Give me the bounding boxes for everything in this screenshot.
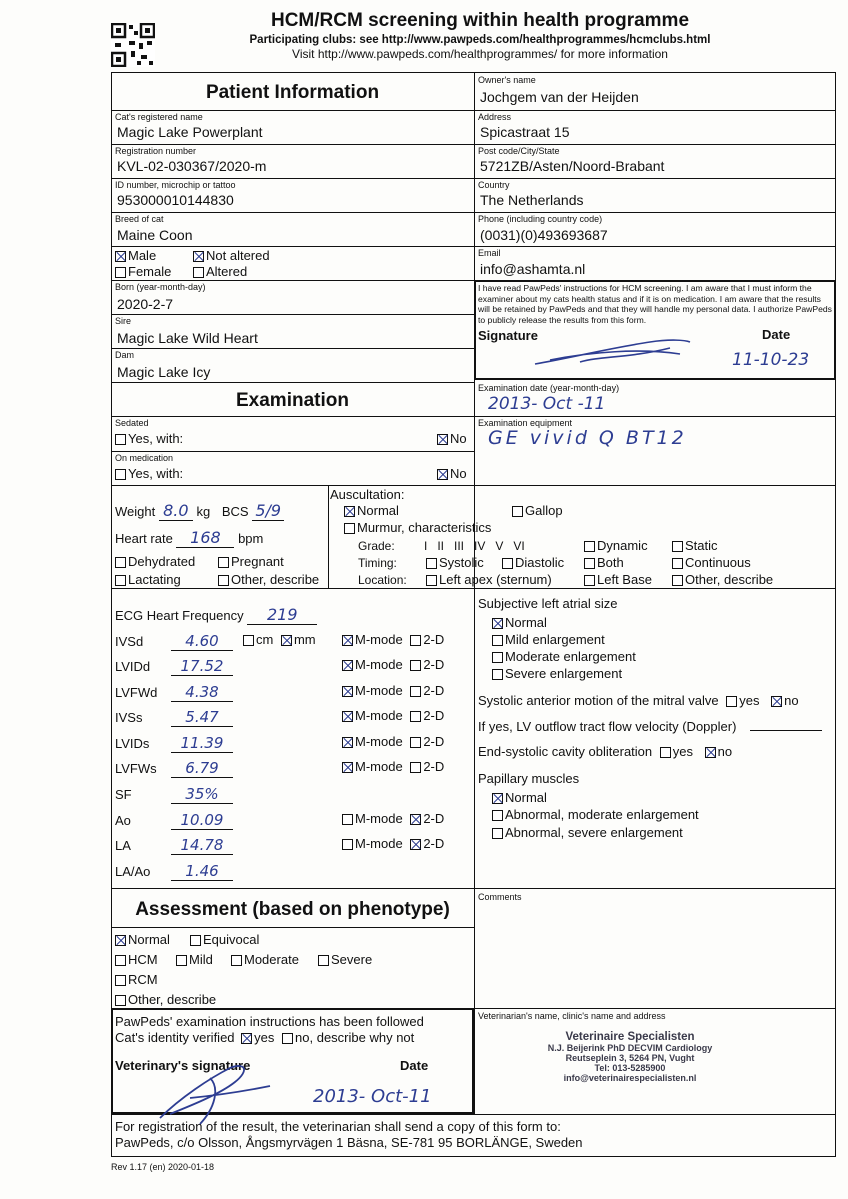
- heart-rate-value[interactable]: 168: [176, 528, 234, 548]
- qr-code-icon: [111, 23, 155, 67]
- sire-label: Sire: [115, 316, 132, 326]
- sedated-no-checkbox[interactable]: [437, 434, 448, 445]
- born-value[interactable]: 2020-2-7: [117, 296, 174, 312]
- cat-name-label: Cat's registered name: [115, 112, 203, 122]
- echo-label: LA: [115, 838, 131, 853]
- diastolic-checkbox[interactable]: [502, 558, 513, 569]
- lactating-checkbox[interactable]: [115, 575, 126, 586]
- systolic-label: Systolic: [439, 555, 484, 570]
- echo-row-la: [115, 836, 233, 855]
- echo-value[interactable]: 1.46: [171, 862, 233, 881]
- stamp-email: info@veterinairespecialisten.nl: [563, 1073, 697, 1083]
- altered-label: Altered: [206, 264, 248, 279]
- owner-signature: [530, 334, 700, 370]
- vet-date-label: Date: [400, 1058, 429, 1073]
- echo-row-lvfwd: [115, 683, 233, 702]
- lvot-label: If yes, LV outflow tract flow velocity (Doppler): [478, 719, 737, 734]
- ausc-normal-label: Normal: [357, 503, 399, 518]
- echo-row-ao: [115, 811, 233, 830]
- modality-selector: [342, 708, 444, 723]
- murmur-label: Murmur, characteristics: [357, 520, 492, 535]
- modality-selector: [342, 632, 444, 647]
- comments-label: Comments: [478, 892, 522, 902]
- dam-value[interactable]: Magic Lake Icy: [117, 364, 211, 380]
- patient-section-title: Patient Information: [205, 82, 380, 103]
- assess-severe-checkbox[interactable]: [318, 955, 329, 966]
- born-label: Born (year-month-day): [115, 282, 206, 292]
- continuous-checkbox[interactable]: [672, 558, 683, 569]
- sam-no-label: no: [784, 693, 799, 708]
- echo-row-lvids: [115, 734, 233, 753]
- mmode-checkbox[interactable]: [342, 711, 353, 722]
- ausc-normal-checkbox[interactable]: [344, 506, 355, 517]
- twod-checkbox[interactable]: [410, 814, 421, 825]
- participating-clubs: Participating clubs: see http://www.pawpeds.com/healthprogrammes/hcmclubs.html: [249, 34, 711, 46]
- mmode-label: M-mode: [355, 836, 403, 851]
- kg-unit: kg: [196, 504, 211, 519]
- ecg-label: ECG Heart Frequency: [115, 608, 244, 623]
- twod-label: 2-D: [423, 683, 445, 698]
- sam-yes-checkbox[interactable]: [726, 696, 737, 707]
- stamp-name: Veterinaire Specialisten: [565, 1031, 695, 1043]
- owner-date-label: Date: [762, 327, 791, 342]
- medication-no-label: No: [450, 466, 467, 481]
- echo-value[interactable]: 10.09: [171, 811, 233, 830]
- identity-no-checkbox[interactable]: [282, 1033, 293, 1044]
- diastolic-label: Diastolic: [515, 555, 565, 570]
- form-title: HCM/RCM screening within health programme: [270, 10, 690, 31]
- clinic-label: Veterinarian's name, clinic's name and address: [478, 1011, 666, 1021]
- pregnant-checkbox[interactable]: [218, 557, 229, 568]
- echo-row-ivsd: [115, 632, 233, 651]
- other-label: Other, describe: [231, 572, 320, 587]
- assess-other-label: Other, describe: [128, 992, 217, 1007]
- identity-yes-label: yes: [254, 1030, 275, 1045]
- post-value[interactable]: 5721ZB/Asten/Noord-Brabant: [480, 158, 665, 174]
- mmode-label: M-mode: [355, 683, 403, 698]
- phone-value[interactable]: (0031)(0)493693687: [480, 227, 608, 243]
- phone-label: Phone (including country code): [478, 214, 603, 224]
- bpm-unit: bpm: [238, 531, 264, 546]
- twod-checkbox[interactable]: [410, 737, 421, 748]
- twod-checkbox[interactable]: [410, 711, 421, 722]
- cm-label: cm: [256, 632, 274, 647]
- medication-yes-label: Yes, with:: [128, 466, 184, 481]
- twod-checkbox[interactable]: [410, 686, 421, 697]
- modality-selector: [342, 683, 444, 698]
- left-base-checkbox[interactable]: [584, 575, 595, 586]
- dehydrated-checkbox[interactable]: [115, 557, 126, 568]
- left-apex-label: Left apex (sternum): [439, 572, 552, 587]
- male-checkbox[interactable]: [115, 251, 126, 262]
- modality-selector: [342, 836, 444, 851]
- assess-mild-label: Mild: [189, 952, 213, 967]
- echo-value[interactable]: 4.60: [171, 632, 233, 651]
- address-value[interactable]: Spicastraat 15: [480, 124, 570, 140]
- twod-checkbox[interactable]: [410, 762, 421, 773]
- assess-rcm-checkbox[interactable]: [115, 975, 126, 986]
- echo-value[interactable]: 11.39: [171, 734, 233, 753]
- mmode-checkbox[interactable]: [342, 762, 353, 773]
- post-label: Post code/City/State: [478, 146, 560, 156]
- atrial-moderate-checkbox[interactable]: [492, 652, 503, 663]
- twod-label: 2-D: [423, 708, 445, 723]
- twod-label: 2-D: [423, 811, 445, 826]
- footer-line2: PawPeds, c/o Olsson, Ångsmyrvägen 1 Bäsna, SE-781 95 BORLÄNGE, Sweden: [115, 1135, 583, 1150]
- echo-label: Ao: [115, 813, 131, 828]
- mmode-label: M-mode: [355, 657, 403, 672]
- atrial-severe-label: Severe enlargement: [505, 666, 623, 681]
- weight-label: Weight: [115, 504, 156, 519]
- assess-hcm-checkbox[interactable]: [115, 955, 126, 966]
- assess-moderate-checkbox[interactable]: [231, 955, 242, 966]
- echo-row-sf: [115, 785, 233, 804]
- dynamic-checkbox[interactable]: [584, 541, 595, 552]
- male-label: Male: [128, 248, 157, 263]
- esco-yes-label: yes: [672, 744, 693, 759]
- id-label: ID number, microchip or tattoo: [115, 180, 236, 190]
- cat-name-value[interactable]: Magic Lake Powerplant: [117, 124, 263, 140]
- both-label: Both: [597, 555, 624, 570]
- echo-value[interactable]: 5.47: [171, 708, 233, 727]
- both-checkbox[interactable]: [584, 558, 595, 569]
- esco-no-checkbox[interactable]: [705, 747, 716, 758]
- gallop-checkbox[interactable]: [512, 506, 523, 517]
- mmode-checkbox[interactable]: [342, 839, 353, 850]
- sam-yes-label: yes: [739, 693, 760, 708]
- assess-rcm-label: RCM: [128, 972, 158, 987]
- assessment-title: Assessment (based on phenotype): [135, 899, 450, 920]
- sedated-yes-label: Yes, with:: [128, 431, 184, 446]
- echo-row-la-ao: [115, 862, 233, 881]
- reg-value[interactable]: KVL-02-030367/2020-m: [117, 158, 267, 174]
- echo-row-lvfws: [115, 759, 233, 778]
- sedated-label: Sedated: [115, 418, 149, 428]
- assess-moderate-label: Moderate: [244, 952, 299, 967]
- echo-label: LVIDd: [115, 659, 151, 674]
- exam-date-value[interactable]: 2013- Oct -11: [488, 394, 606, 414]
- mmode-label: M-mode: [355, 734, 403, 749]
- twod-label: 2-D: [423, 836, 445, 851]
- owner-name-label: Owner's name: [478, 75, 536, 85]
- equipment-value[interactable]: GE vivid Q BT12: [488, 427, 687, 449]
- lvot-field[interactable]: [750, 720, 822, 731]
- echo-label: LVIDs: [115, 736, 150, 751]
- pap-normal-label: Normal: [505, 790, 547, 805]
- esco-no-label: no: [717, 744, 733, 759]
- vet-date-value[interactable]: 2013- Oct-11: [313, 1086, 432, 1107]
- esco-label: End-systolic cavity obliteration: [478, 744, 653, 759]
- mmode-checkbox[interactable]: [342, 814, 353, 825]
- assess-other-checkbox[interactable]: [115, 995, 126, 1006]
- country-label: Country: [478, 180, 510, 190]
- reg-label: Registration number: [115, 146, 197, 156]
- vet-signature: [150, 1058, 290, 1128]
- auscultation-label: Auscultation:: [330, 487, 405, 502]
- medication-yes-checkbox[interactable]: [115, 469, 126, 480]
- female-label: Female: [128, 264, 172, 279]
- consent-text: I have read PawPeds' instructions for HCM screening. I am aware that I must inform the examiner about my cats health status and if it is on medication. I am aware that the results will be retained by PawPeds and that they will handle my personal data. I authorize PawPeds to publicly release the results from this form.: [478, 283, 832, 325]
- pap-severe-checkbox[interactable]: [492, 828, 503, 839]
- email-label: Email: [478, 248, 501, 258]
- mmode-label: M-mode: [355, 759, 403, 774]
- revision: Rev 1.17 (en) 2020-01-18: [111, 1162, 215, 1172]
- atrial-mild-label: Mild enlargement: [505, 632, 605, 647]
- stamp-address: Reutseplein 3, 5264 PN, Vught: [565, 1053, 695, 1063]
- assess-mild-checkbox[interactable]: [176, 955, 187, 966]
- not-altered-checkbox[interactable]: [193, 251, 204, 262]
- bcs-label: BCS: [221, 504, 249, 519]
- pap-moderate-checkbox[interactable]: [492, 810, 503, 821]
- mmode-checkbox[interactable]: [342, 635, 353, 646]
- mmode-checkbox[interactable]: [342, 686, 353, 697]
- location-label: Location:: [358, 573, 407, 587]
- echo-value[interactable]: 35%: [171, 785, 233, 804]
- echo-label: LVFWs: [115, 761, 157, 776]
- weight-value[interactable]: 8.0: [159, 501, 193, 521]
- systolic-checkbox[interactable]: [426, 558, 437, 569]
- owner-signature-label: Signature: [478, 328, 538, 343]
- cm-checkbox[interactable]: [243, 635, 254, 646]
- continuous-label: Continuous: [685, 555, 751, 570]
- atrial-mild-checkbox[interactable]: [492, 635, 503, 646]
- breed-value[interactable]: Maine Coon: [117, 227, 193, 243]
- gallop-label: Gallop: [525, 503, 563, 518]
- sedated-no-label: No: [450, 431, 467, 446]
- medication-no-checkbox[interactable]: [437, 469, 448, 480]
- echo-row-lvidd: [115, 657, 233, 676]
- atrial-normal-checkbox[interactable]: [492, 618, 503, 629]
- atrial-severe-checkbox[interactable]: [492, 669, 503, 680]
- unit-selector: [243, 632, 316, 647]
- mm-checkbox[interactable]: [281, 635, 292, 646]
- visit-info: Visit http://www.pawpeds.com/healthprogrammes/ for more information: [292, 47, 668, 61]
- identity-no-label: no, describe why not: [295, 1030, 415, 1045]
- grade-options[interactable]: I II III IV V VI: [424, 539, 525, 553]
- medication-label: On medication: [115, 453, 174, 463]
- assess-equivocal-label: Equivocal: [203, 932, 260, 947]
- mmode-label: M-mode: [355, 811, 403, 826]
- mm-label: mm: [293, 632, 316, 647]
- equipment-label: Examination equipment: [478, 418, 573, 428]
- modality-selector: [342, 734, 444, 749]
- twod-checkbox[interactable]: [410, 635, 421, 646]
- atrial-normal-label: Normal: [505, 615, 547, 630]
- footer-line1: For registration of the result, the veterinarian shall send a copy of this form to:: [115, 1119, 561, 1134]
- murmur-checkbox[interactable]: [344, 523, 355, 534]
- address-label: Address: [478, 112, 512, 122]
- echo-label: LVFWd: [115, 685, 158, 700]
- email-value[interactable]: info@ashamta.nl: [480, 261, 586, 277]
- owner-date-value[interactable]: 11-10-23: [732, 350, 810, 370]
- modality-selector: [342, 759, 444, 774]
- identity-yes-checkbox[interactable]: [241, 1033, 252, 1044]
- owner-name-value[interactable]: Jochgem van der Heijden: [480, 89, 639, 105]
- sire-value[interactable]: Magic Lake Wild Heart: [117, 330, 258, 346]
- dehydrated-label: Dehydrated: [128, 554, 196, 569]
- sedated-yes-checkbox[interactable]: [115, 434, 126, 445]
- other-checkbox[interactable]: [218, 575, 229, 586]
- assess-normal-checkbox[interactable]: [115, 935, 126, 946]
- echo-label: IVSs: [115, 710, 143, 725]
- stamp-phone: Tel: 013-5285900: [594, 1063, 666, 1073]
- instructions-followed: PawPeds' examination instructions has been followed: [115, 1014, 424, 1029]
- mmode-label: M-mode: [355, 708, 403, 723]
- lactating-label: Lactating: [128, 572, 181, 587]
- modality-selector: [342, 657, 444, 672]
- atrial-moderate-label: Moderate enlargement: [505, 649, 636, 664]
- clinic-stamp: [520, 1031, 740, 1083]
- twod-checkbox[interactable]: [410, 660, 421, 671]
- vet-signature-label: Veterinary's signature: [115, 1058, 251, 1073]
- grade-label: Grade:: [358, 539, 395, 553]
- location-other-checkbox[interactable]: [672, 575, 683, 586]
- pap-severe-label: Abnormal, severe enlargement: [505, 825, 683, 840]
- twod-label: 2-D: [423, 734, 445, 749]
- echo-value[interactable]: 6.79: [171, 759, 233, 778]
- mmode-checkbox[interactable]: [342, 737, 353, 748]
- twod-checkbox[interactable]: [410, 839, 421, 850]
- echo-value[interactable]: 17.52: [171, 657, 233, 676]
- twod-label: 2-D: [423, 632, 445, 647]
- atrial-title: Subjective left atrial size: [478, 596, 618, 611]
- static-label: Static: [685, 538, 718, 553]
- left-base-label: Left Base: [597, 572, 652, 587]
- breed-label: Breed of cat: [115, 214, 164, 224]
- twod-label: 2-D: [423, 657, 445, 672]
- exam-date-label: Examination date (year-month-day): [478, 383, 620, 393]
- id-value[interactable]: 953000010144830: [117, 192, 234, 208]
- twod-label: 2-D: [423, 759, 445, 774]
- echo-label: IVSd: [115, 634, 144, 649]
- exam-section-title: Examination: [236, 390, 349, 411]
- mmode-label: M-mode: [355, 632, 403, 647]
- stamp-doctor: N.J. Beijerink PhD DECVIM Cardiology: [547, 1043, 713, 1053]
- echo-label: LA/Ao: [115, 864, 151, 879]
- esco-yes-checkbox[interactable]: [660, 747, 671, 758]
- timing-label: Timing:: [358, 556, 397, 570]
- pregnant-label: Pregnant: [231, 554, 284, 569]
- mmode-checkbox[interactable]: [342, 660, 353, 671]
- pap-moderate-label: Abnormal, moderate enlargement: [505, 807, 699, 822]
- altered-checkbox[interactable]: [193, 267, 204, 278]
- echo-row-ivss: [115, 708, 233, 727]
- echo-value[interactable]: 14.78: [171, 836, 233, 855]
- bcs-value[interactable]: 5/9: [252, 501, 284, 521]
- assess-equivocal-checkbox[interactable]: [190, 935, 201, 946]
- sam-no-checkbox[interactable]: [771, 696, 782, 707]
- identity-label: Cat's identity verified: [115, 1030, 235, 1045]
- modality-selector: [342, 811, 444, 826]
- papillary-title: Papillary muscles: [478, 771, 580, 786]
- ecg-value[interactable]: 219: [247, 605, 317, 625]
- not-altered-label: Not altered: [206, 248, 270, 263]
- static-checkbox[interactable]: [672, 541, 683, 552]
- location-other-label: Other, describe: [685, 572, 774, 587]
- pap-normal-checkbox[interactable]: [492, 793, 503, 804]
- echo-label: SF: [115, 787, 132, 802]
- left-apex-checkbox[interactable]: [426, 575, 437, 586]
- female-checkbox[interactable]: [115, 267, 126, 278]
- assess-severe-label: Severe: [331, 952, 373, 967]
- dynamic-label: Dynamic: [597, 538, 648, 553]
- echo-value[interactable]: 4.38: [171, 683, 233, 702]
- assess-hcm-label: HCM: [128, 952, 158, 967]
- heart-rate-label: Heart rate: [115, 531, 173, 546]
- assess-normal-label: Normal: [128, 932, 170, 947]
- sam-label: Systolic anterior motion of the mitral valve: [478, 693, 719, 708]
- dam-label: Dam: [115, 350, 135, 360]
- country-value[interactable]: The Netherlands: [480, 192, 584, 208]
